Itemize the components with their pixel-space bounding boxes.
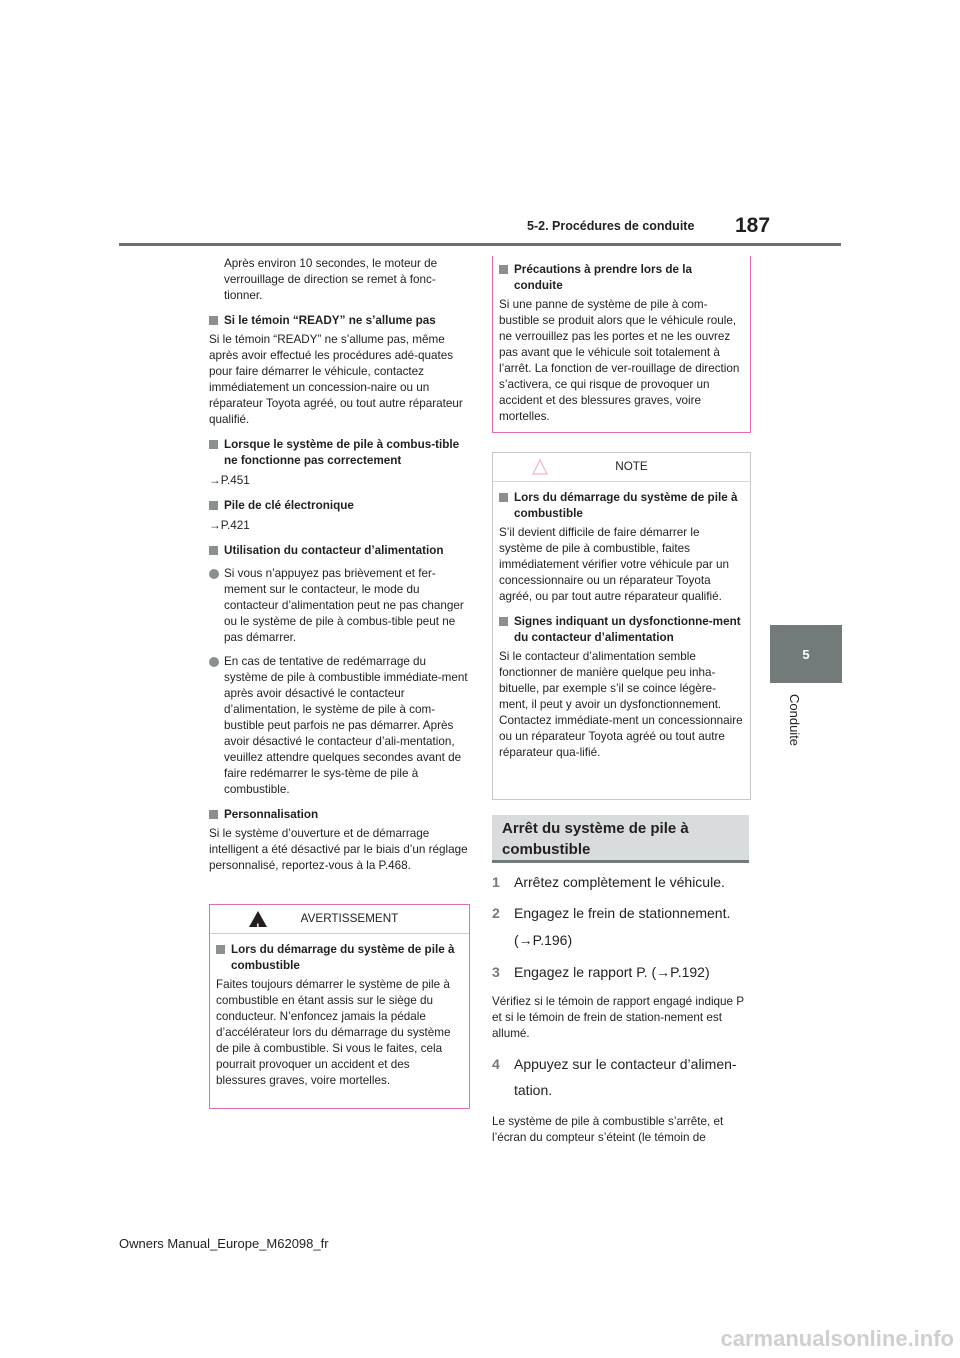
note-heading-1: Lors du démarrage du système de pile à combustible <box>499 490 743 522</box>
ref-key-battery[interactable]: →P.421 <box>209 519 250 532</box>
steps-list <box>492 872 750 1155</box>
bullet-power-switch-2: En cas de tentative de redémarrage du système de pile à combustible immédiate-ment après avoir désactivé le contacteur d’alimentation, le système de pile à com-bustible peut parfois ne pas démarrer. Après avoir désactivé le contacteur d’ali-mentation, veuillez attendre quelques secondes avant de faire redémarrer le sys-tème de pile à combustible. <box>209 654 471 798</box>
step-2: 2 Engagez le frein de stationnement. (→P.196) <box>492 905 731 948</box>
step-4-note: Le système de pile à combustible s’arrête, et l’écran du compteur s’éteint (le témoin de <box>492 1115 724 1145</box>
intro-text: Après environ 10 secondes, le moteur de verrouillage de direction se remet à fonc-tionner. <box>224 257 438 302</box>
chapter-label: Conduite <box>787 694 802 747</box>
ref-fuel-cell[interactable]: →P.451 <box>209 474 250 487</box>
heading-ready: Si le témoin “READY” ne s’allume pas <box>209 313 471 329</box>
heading-fuel-cell: Lorsque le système de pile à combus-tible ne fonctionne pas correctement <box>209 437 471 469</box>
step-3: 3 Engagez le rapport P. (→P.192) <box>492 964 710 980</box>
page-number: 187 <box>735 214 771 237</box>
note-box <box>492 452 751 800</box>
note-body-1: S’il devient difficile de faire démarrer le système de pile à combustible, faites immédiatement vérifier votre véhicule par un concessionnaire ou un réparateur Toyota agréé, ou par tout autre réparateur qualifié. <box>499 526 729 603</box>
bullet-power-switch-1: Si vous n’appuyez pas brièvement et fer-mement sur le contacteur, le mode du contacteur d’alimentation peut ne pas changer ou le système de pile à combus-tible peut ne pas démarrer. <box>209 566 471 646</box>
note-heading-2: Signes indiquant un dysfonctionne-ment du contacteur d’alimentation <box>499 614 743 646</box>
note-title: NOTE <box>493 453 750 482</box>
note-icon <box>532 459 548 475</box>
section-title: Arrêt du système de pile à combustible <box>492 815 749 863</box>
warning-title: ! AVERTISSEMENT <box>210 905 469 934</box>
heading-power-switch: Utilisation du contacteur d’alimentation <box>209 543 471 559</box>
warning-body: Faites toujours démarrer le système de pile à combustible en étant assis sur le siège du conducteur. N’enfoncez jamais la pédale d’accélérateur lors du démarrage du système de pile à combustible. Si vous le faites, cela pourrait provoquer un accident et des blessures graves, voire mortelles. <box>216 978 451 1087</box>
warning-icon: ! <box>249 911 267 927</box>
step-1: 1 Arrêtez complètement le véhicule. <box>492 874 725 890</box>
left-column <box>209 256 471 874</box>
warning-heading: Lors du démarrage du système de pile à combustible <box>216 942 462 974</box>
note-body-2: Si le contacteur d’alimentation semble fonctionner de manière quelque peu inha-bituelle, par exemple s’il se coince légère-ment, il peut y avoir un dysfonctionnement. Contactez immédiate-ment un concessionnaire ou un réparateur Toyota agréé ou tout autre réparateur qua-lifié. <box>499 650 743 759</box>
caution-body: Si une panne de système de pile à com-bustible se produit alors que le véhicule roule, ne verrouillez pas les portes et ne les ouvrez pas avant que le véhicule soit totalement à l’arrêt. La fonction de ver-rouillage de direction s’activera, ce qui risque de provoquer un accident et des blessures graves, voire mortelles. <box>499 298 740 423</box>
section-header: 5-2. Procédures de conduite <box>527 219 695 233</box>
step-3-note: Vérifiez si le témoin de rapport engagé indique P et si le témoin de frein de station-nement est allumé. <box>492 994 744 1040</box>
watermark: carmanualsonline.info <box>720 1326 954 1351</box>
heading-key-battery: Pile de clé électronique <box>209 498 471 514</box>
step-4: 4 Appuyez sur le contacteur d’alimen-tation. <box>492 1055 737 1098</box>
chapter-number: 5 <box>802 646 810 662</box>
heading-customization: Personnalisation <box>209 807 471 823</box>
footer-text: Owners Manual_Europe_M62098_fr <box>119 1236 329 1251</box>
caution-heading: Précautions à prendre lors de la conduite <box>499 262 743 294</box>
chapter-tab[interactable] <box>770 625 842 683</box>
body-customization: Si le système d’ouverture et de démarrage intelligent a été désactivé par le biais d’un réglage personnalisé, reportez-vous à la P.468. <box>209 827 468 872</box>
header-rule <box>119 243 841 246</box>
caution-box <box>492 256 751 433</box>
body-ready: Si le témoin “READY” ne s’allume pas, même après avoir effectué les procédures adé-quates pour faire démarrer le véhicule, contactez immédiatement un concession-naire ou un réparateur Toyota agréé, ou tout autre réparateur qualifié. <box>209 333 463 426</box>
warning-box <box>209 904 470 1109</box>
